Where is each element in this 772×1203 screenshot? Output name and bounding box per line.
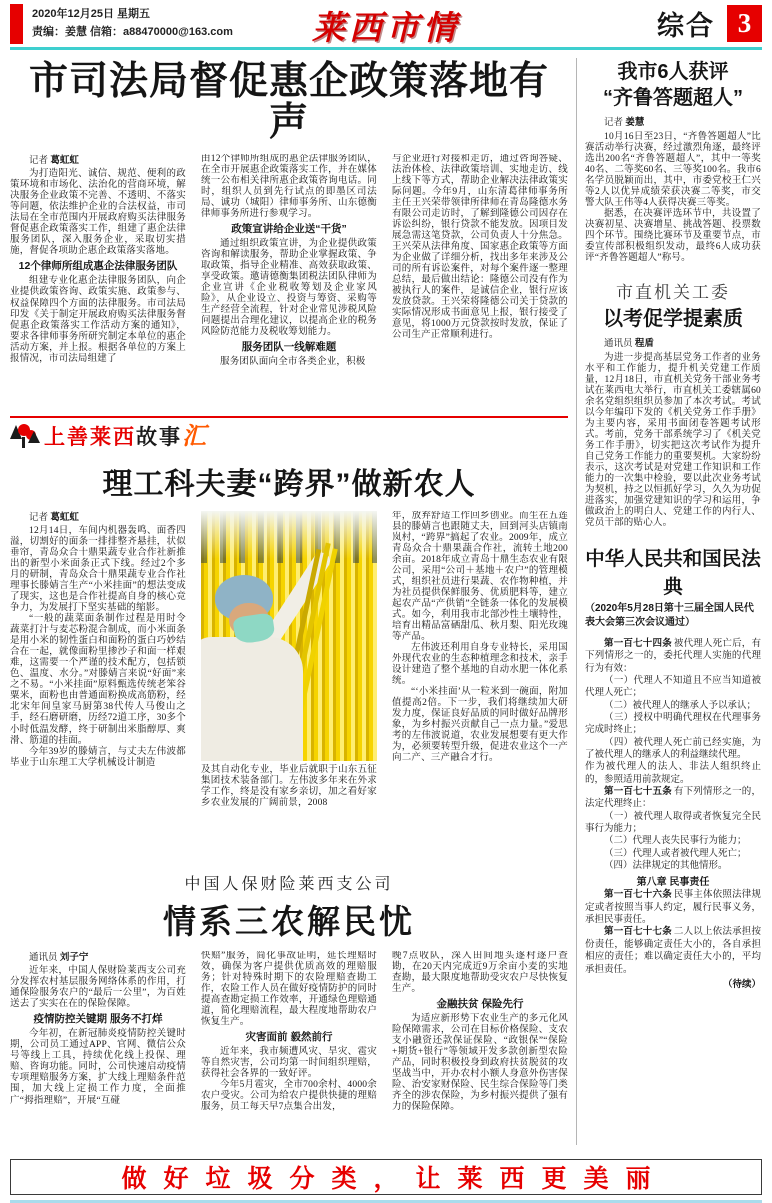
law-item: （一）代理人不知道且不应当知道被代理人死亡； [585,675,761,699]
quiz-article [585,60,761,264]
noodle-factory-photo [201,511,377,761]
exam-kicker: 市直机关工委 [616,282,730,302]
article-law-col3 [392,154,568,404]
paragraph: 服务团队面向全市各类企业，积极 [220,357,366,368]
quiz-title: 我市6人获评 “齐鲁答题超人” [603,61,743,109]
insurance-col2 [201,951,377,1151]
vertical-divider [576,58,577,1145]
story-logo-row [10,416,568,449]
paragraph: 据悉，在决赛评选环节中，共设置了决赛初星、决赛增星、挑战答题、投票数四个环节。围绕比赛环节及重要节点，市委宣传部积极组织发动，最终6人成功获评“齐鲁答题超人”称号。 [585,208,761,263]
law-item: （二）代理人丧失民事行为能力； [604,836,747,847]
insurance-col1 [10,951,186,1151]
law-clause: 第一百七十四条 被代理人死亡后，有下列情形之一的，委托代理人实施的代理行为有效： [585,637,761,674]
subhead: 12个律师所组成惠企法律服务团队 [18,260,178,273]
story-logo-text [44,422,208,450]
civil-code-title: 中华人民共和国民法典 [585,547,761,598]
subhead: 疫情防控关键期 服务不打烊 [33,1013,163,1026]
exam-title: 以考促学提素质 [603,307,743,330]
story-byline: 记者 葛虹虹 [29,511,79,523]
paragraph: 今年初，在新冠肺炎疫情防控关键时期，公司员工通过APP、官网、微信公众号等线上工具，持续优化线上投保、理赔、咨询功能。同时，公司快速启动疫情专项理赔服务方案，扩大线上理赔条件范围，加大线上定损工作力度，全面推广“拇指理赔”，开展“互碰 [10,1029,186,1106]
paragraph: 为打造阳光、诚信、规范、便利的政策环境和市场化、法治化的营商环境，解决服务企业政策不完善、不透明、不落实等问题，依法维护企业的合法权益，市司法局在全市范围内开展政府购买法律服务督促惠企政策落实工作，组建了惠企法律服务团队，深入服务企业，采取切实措施，督促各项助企惠企政策落实落地。 [10,169,186,257]
law-clause: 第一百七十五条 有下列情形之一的，法定代理终止： [585,786,761,810]
insurance-byline: 通讯员 刘子宁 [29,951,89,963]
story-col2 [201,511,377,861]
civil-code-article [585,543,761,990]
paragraph: 快赔”服务，简化事故证明，延长理赔时效，确保为客户提供优质高效的理赔服务；针对特殊时期下的农险理赔查勘工作，农险工作人员在做好疫情防护的同时提高查勘定损工作效率，开通绿色理赔通道，简化理赔流程，最大程度地帮助农户恢复生产。 [201,950,377,1027]
subhead: 政策宣讲给企业送“干货” [231,222,347,235]
paragraph: 由12个律师所组成的惠企法律服务团队，在全市开展惠企政策落实工作，并在媒体统一公布相关律所惠企政策咨询电话。同时，组织人员到先行试点的即墨区司法局、诚功（城阳）律师事务所、山东德衡律师事务所进行参观学习。 [201,153,377,219]
law-item: （四）被代理人死亡前已经实施，为了被代理人的继承人的利益继续代理。 [585,737,761,760]
paragraph: 为适应新形势下农业生产的多元化风险保障需求，公司在目标价格保险、支农支小融资还款保证保险、“政银保”“保险+期货+银行”等领域开发多款创新型农险产品，同时积极投身到政府扶贫脱贫的攻坚战当中，开办农村小额人身意外伤害保险、治安家财保险、民生综合保险等门类齐全的涉农保险，为乡村振兴提供了强有力的保险保障。 [392,1014,568,1113]
paragraph: “一般的蔬菜面条制作过程是用时令蔬菜打汁与麦芯粉混合制成，而小米面条是用小米的韧性蛋白和面粉的蛋白巧妙结合在一起，就像面粉里掺沙子和面一样艰难，这需要一个严谨的技术配方，包括锁色、温度、水分。”对滕婧言来说“好面”来之不易。“小米挂面”原料甄选传统老笨谷粟米，面粉也由普通面粉换成高筋粉，经北宋年间皇家马厨第38代传人马俊山之手，经石磨研磨，历经72道工序，30多个小时低温发酵，终于研制出米脂醇厚、爽滑、筋道的挂面。 [10,614,186,746]
subhead: 服务团队一线解难题 [241,341,337,354]
law-article-number: 第一百七十五条 [604,786,672,798]
bottom-rule [10,1200,762,1203]
story-section [10,416,568,861]
paragraph: 组建专业化惠企法律服务团队，向企业提供政策咨询、政策实施、政策参与、权益保障四个方面的法律服务。市司法局印发《关于制定开展政府购买法律服务督促惠企政策落实工作活动方案的通知》，要求各律师事务所研究制定本单位的惠企活动方案，并上报。根据各单位的方案上报情况，市司法局组建了 [10,276,186,364]
paragraph: 10月16日至23日，“齐鲁答题超人”比赛活动举行决赛，经过激烈角逐，最终评选出200名“齐鲁答题超人”，其中一等奖40名、二等奖60名、三等奖100名。我市6名学员脱颖而出，其中，市委党校王仁兴等2人以优异成绩荣获决赛二等奖，市交警大队王伟等4人获得决赛三等奖。 [585,131,761,208]
article-law-headline: 市司法局督促惠企政策落地有声 [28,60,549,144]
date-line: 2020年12月25日 星期五 [32,8,150,21]
law-item: （三）代理人或者被代理人死亡； [604,848,747,859]
law-item: （二）被代理人的继承人予以承认； [604,700,757,711]
law-article-number: 第一百七十六条 [604,889,672,901]
article-law-col1 [10,154,186,404]
law-clause-tail: 作为被代理人的法人、非法人组织终止的，参照适用前款规定。 [585,762,761,785]
law-item: （四）法律规定的其他情形。 [604,861,728,872]
header-right [657,4,762,43]
article-law-byline: 记者 葛虹虹 [29,154,79,166]
paragraph: 今年5月雹灾，全市700余村、4000余农户受灾。公司为给农户提供快捷的理赔服务，员工每天早7点集合出发， [201,1080,377,1113]
exam-article [585,278,761,529]
insurance-headline: 情系三农解民忧 [163,902,415,940]
slogan-text: 做好垃圾分类，让莱西更美丽 [121,1164,668,1193]
logo-part2: 故事 [136,425,182,449]
header-red-bar [10,4,23,44]
article-law-services [10,62,568,404]
civil-code-subtitle: （2020年5月28日第十三届全国人民代表大会第三次会议通过） [585,602,754,628]
paragraph: 通过组织政策宣讲，为企业提供政策咨询和解读服务，帮助企业掌握政策、争取政策，指导企业精准、高效获取政策、享受政策。邀请德衡集团税法团队律师为企业宣讲《企业税收筹划及企业家风险》，从企业设立、投资与筹资、采购等生产经营全流程，针对企业常见涉税风险问题提出合理化建议，以提高企业的税务风险防范能力及税收筹划能力。 [201,239,377,338]
subhead: 灾害面前 毅然前行 [245,1030,333,1043]
law-article-number: 第一百七十四条 [604,637,672,649]
law-item: （一）被代理人取得或者恢复完全民事行为能力； [585,811,761,835]
page-number-badge: 3 [727,5,762,42]
insurance-kicker: 中国人保财险莱西支公司 [184,875,394,893]
story-col3 [392,511,568,861]
exam-byline: 通讯员 程盾 [604,338,654,350]
law-clause: 第一百七十七条 二人以上依法承担按份责任，能够确定责任大小的，各自承担相应的责任；难以确定责任大小的，平均承担责任。 [585,926,761,975]
logo-part1: 上善莱西 [44,425,136,449]
law-article-number: 第一百七十七条 [604,926,672,938]
main-column [10,56,568,1151]
paragraph: 近年来，中国人保财险莱西支公司充分发挥农村基层服务网络体系的作用，打通保险服务农户的“最后一公里”，为百姓送去了实实在在的保险保障。 [10,966,186,1010]
paragraph: 12月14日，车间内机器轰鸣、面香四溢，切割好的面条一排排整齐悬挂，状似垂帘，青岛众合十鼎果蔬专业合作社新推出的新型小米面条正式下线。经过2个多月的研制，青岛众合十鼎果蔬专业合作社理事长滕婧言生产“小米挂面”的想法变成了现实，这也是合作社提高自身的核心竞争力，为发展打下坚实基础的缩影。 [10,526,186,614]
photo-worker-torso [201,637,303,761]
content-area [10,56,762,1151]
paragraph: 年，放弃舒适工作回乡创业。而生在五莲县的滕婧言也跟随丈夫，回到河头店镇南岚村，“跨界”搞起了农业。2009年，成立青岛众合十鼎果蔬合作社，流转土地200余亩。2018年成立青岛十鼎生态农业有限公司，采用“公司＋基地＋农户”的管理模式，组织社员进行果蔬、农作物种植，并为社员提供保鲜服务、优质肥料等，建立起农产品“产供销”全链条一体化的发展模式。如今，利用我市北部沙性土壤特性，培育出精品富硒甜瓜、秋月梨、阳光玫瑰等产品。 [392,510,568,643]
quiz-byline: 记者 姜慧 [604,117,645,129]
law-chapter-heading: 第八章 民事责任 [636,877,710,889]
header-meta [32,6,233,40]
paragraph: 及其自动化专业，毕业后就职于山东五征集团技术装备部门。左伟波多年来在外求学工作，终是没有家乡亲切，加之看好家乡农业发展的广阔前景，2008 [201,764,377,808]
logo-part3: 汇 [182,422,208,450]
sidebar-column [585,56,761,1151]
story-headline: 理工科夫妻“跨界”做新农人 [102,467,476,501]
paragraph: 为进一步提高基层党务工作者的业务水平和工作能力，提升机关党建工作质量，12月18日，市直机关党务干部业务考试在莱西电大举行，市直机关工委辖属60余名党组织组织员参加了本次考试。考试以今年编印下发的《机关党务工作手册》为主要内容，采用书面闭卷答题考试形式。考前，党务干部系统学习了《机关党务工作手册》，切实把这次考试作为提升自己党务工作能力的重要契机。大家纷纷表示，这次考试是对党建工作知识和工作能力的一次集中检验，要以此次业务考试为契机，持之以恒抓好学习，久久为功促进落实，加强党建知识的学习和运用，争做政治上的明白人、党建工作的内行人、党员干部的贴心人。 [585,352,761,528]
page-header [10,0,762,50]
paragraph: 与企业进行对接和走访，通过咨询答疑、法治体检、法律政策培训、实地走访、线上线下等方式，帮助企业解决法律政策实际问题。今年9月，山东清葛律师事务所主任王兴荣带领律所律师在青岛隆德水务有限公司走访时，了解到隆德公司因存在诉讼纠纷，银行贷款不能发放。因项目发展急需这笔贷款，公司负责人十分焦急。王兴荣从法律角度、国家惠企政策等方面为企业做了详细分析，找出多年来涉及公司的所有诉讼案件，对每个案件逐一整理总结，最后做出结论：隆德公司没有作为被执行人的案件，是诚信企业，银行应该发放贷款。王兴荣将隆德公司关于贷款的实际情况形成书面意见上报，银行接受了意见，将1000万元贷款按时发放，保证了公司生产正常顺利进行。 [392,153,568,341]
insurance-col3 [392,951,568,1151]
bottom-slogan-banner [10,1159,762,1195]
photo-ceiling-lights [201,511,377,563]
paragraph: “‘小米挂面’从一粒米到一碗面，附加值提高2倍。下一步，我们将继续加大研发力度，保证良好品质的同时做好品牌形象，为乡村振兴贡献自己一点力量。”爱思考的左伟波说道，农业发展想要有更大作为，必须要转型升级，促进农业这个一产向二产、三产融合才行。 [392,687,568,764]
story-columns [10,511,568,861]
law-clause: 第一百七十六条 民事主体依照法律规定或者按照当事人约定，履行民事义务，承担民事责任。 [585,889,761,926]
insurance-article [10,871,568,1151]
subhead: 金融扶贫 保险先行 [436,997,524,1010]
story-col1 [10,511,186,861]
paragraph: 今年39岁的滕婧言，与丈夫左伟波都毕业于山东理工大学机械设计制造 [10,746,186,768]
paragraph: 近年来，我市频遭风灾、旱灾、雹灾等自然灾害，公司均第一时间组织理赔，获得社会各界的一致好评。 [201,1047,377,1080]
to-be-continued: （待续） [722,979,761,990]
paragraph: 晚7点收队，深入田间地头逐村逐户查勘，在20天内完成近9万余亩小麦的实地查勘，最大限度地帮助受灾农户尽快恢复生产。 [392,950,568,994]
article-law-columns [10,154,568,404]
article-law-col2 [201,154,377,404]
law-item: （三）授权中明确代理权在代理事务完成时终止； [585,712,761,736]
paragraph: 左伟波还利用自身专业特长，采用国外现代农业的生态种植理念和技术，亲手设计建造了整个基地的自动水肥一体化系统。 [392,643,568,687]
tree-logo-icon [10,423,40,449]
masthead: 莱西市情 [312,8,460,47]
insurance-columns [10,951,568,1151]
editor-line: 责编：姜慧 信箱：a88470000@163.com [32,25,233,38]
section-label: 综合 [657,11,715,41]
